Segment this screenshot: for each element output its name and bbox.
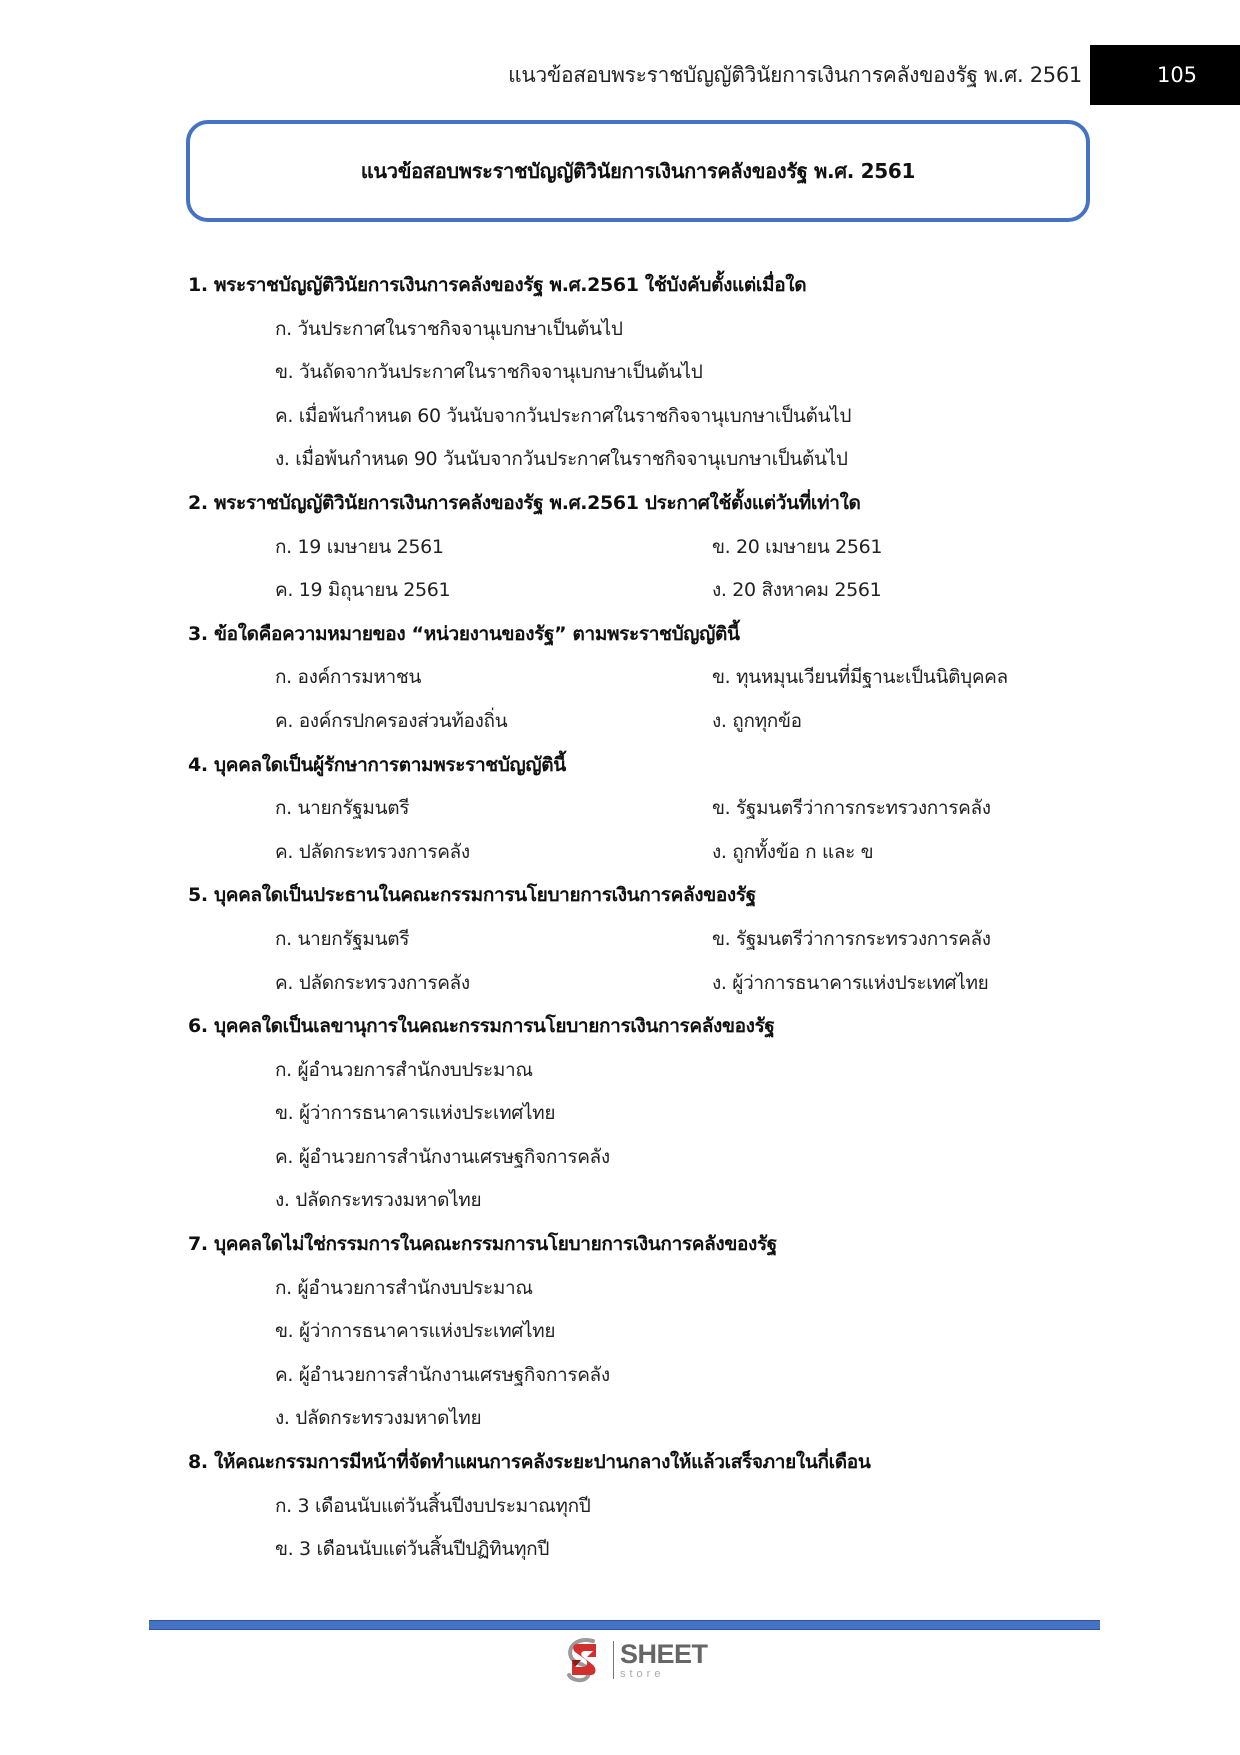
page-title: แนวข้อสอบพระราชบัญญัติวินัยการเงินการคลังของรัฐ พ.ศ. 2561 (360, 159, 916, 183)
option-list (188, 918, 1088, 1005)
option-c[interactable]: ค. ปลัดกระทรวงการคลัง (275, 971, 470, 994)
title-box (186, 120, 1090, 222)
option-c[interactable]: ค. ปลัดกระทรวงการคลัง (275, 840, 470, 863)
sheet-store-s-icon (563, 1637, 607, 1683)
running-header-title: แนวข้อสอบพระราชบัญญัติวินัยการเงินการคลังของรัฐ พ.ศ. 2561 (508, 63, 1082, 87)
option-d[interactable]: ง. เมื่อพ้นกำหนด 90 วันนับจากวันประกาศในราชกิจจานุเบกษาเป็นต้นไป (275, 448, 848, 471)
question-7 (188, 1223, 1088, 1441)
question-1 (188, 264, 1088, 482)
option-c[interactable]: ค. องค์กรปกครองส่วนท้องถิ่น (275, 709, 508, 732)
question-5 (188, 874, 1088, 1005)
question-6 (188, 1005, 1088, 1223)
option-a[interactable]: ก. นายกรัฐมนตรี (275, 927, 410, 950)
question-list (188, 264, 1088, 1572)
option-c[interactable]: ค. ผู้อำนวยการสำนักงานเศรษฐกิจการคลัง (275, 1145, 610, 1168)
page-number: 105 (1156, 63, 1198, 87)
option-a[interactable]: ก. ผู้อำนวยการสำนักงบประมาณ (275, 1276, 533, 1299)
logo-subword: store (620, 1667, 665, 1680)
option-b[interactable]: ข. รัฐมนตรีว่าการกระทรวงการคลัง (712, 797, 991, 820)
question-stem: 4. บุคคลใดเป็นผู้รักษาการตามพระราชบัญญัตินี้ (188, 753, 566, 776)
question-stem: 1. พระราชบัญญัติวินัยการเงินการคลังของรัฐ พ.ศ.2561 ใช้บังคับตั้งแต่เมื่อใด (188, 274, 807, 296)
option-a[interactable]: ก. 19 เมษายน 2561 (275, 535, 444, 558)
page-number-box (1090, 45, 1240, 105)
option-list (188, 1049, 1088, 1223)
question-3 (188, 613, 1088, 744)
question-stem: 3. ข้อใดคือความหมายของ “หน่วยงานของรัฐ” ตามพระราชบัญญัตินี้ (188, 622, 740, 645)
logo-divider (613, 1641, 614, 1679)
option-c[interactable]: ค. ผู้อำนวยการสำนักงานเศรษฐกิจการคลัง (275, 1363, 610, 1386)
option-d[interactable]: ง. ถูกทั้งข้อ ก และ ข (712, 840, 874, 863)
option-d[interactable]: ง. ปลัดกระทรวงมหาดไทย (275, 1407, 482, 1430)
option-d[interactable]: ง. ปลัดกระทรวงมหาดไทย (275, 1189, 482, 1212)
option-b[interactable]: ข. 20 เมษายน 2561 (712, 535, 883, 558)
option-c[interactable]: ค. 19 มิถุนายน 2561 (275, 579, 451, 602)
question-stem: 6. บุคคลใดเป็นเลขานุการในคณะกรรมการนโยบายการเงินการคลังของรัฐ (188, 1015, 775, 1038)
option-list (188, 1267, 1088, 1441)
option-list (188, 308, 1088, 482)
option-a[interactable]: ก. 3 เดือนนับแต่วันสิ้นปีงบประมาณทุกปี (275, 1494, 591, 1517)
option-b[interactable]: ข. รัฐมนตรีว่าการกระทรวงการคลัง (712, 927, 991, 950)
sheet-store-logo (563, 1636, 708, 1684)
option-b[interactable]: ข. วันถัดจากวันประกาศในราชกิจจานุเบกษาเป็นต้นไป (275, 361, 703, 384)
option-b[interactable]: ข. 3 เดือนนับแต่วันสิ้นปีปฏิทินทุกปี (275, 1538, 550, 1561)
option-a[interactable]: ก. องค์การมหาชน (275, 666, 422, 689)
option-a[interactable]: ก. ผู้อำนวยการสำนักงบประมาณ (275, 1058, 533, 1081)
option-c[interactable]: ค. เมื่อพ้นกำหนด 60 วันนับจากวันประกาศในราชกิจจานุเบกษาเป็นต้นไป (275, 404, 852, 427)
option-d[interactable]: ง. ถูกทุกข้อ (712, 709, 802, 732)
question-stem: 5. บุคคลใดเป็นประธานในคณะกรรมการนโยบายการเงินการคลังของรัฐ (188, 884, 756, 907)
option-list (188, 526, 1088, 613)
option-d[interactable]: ง. ผู้ว่าการธนาคารแห่งประเทศไทย (712, 971, 989, 994)
option-b[interactable]: ข. ผู้ว่าการธนาคารแห่งประเทศไทย (275, 1102, 556, 1125)
question-4 (188, 744, 1088, 875)
option-b[interactable]: ข. ผู้ว่าการธนาคารแห่งประเทศไทย (275, 1320, 556, 1343)
question-stem: 7. บุคคลใดไม่ใช่กรรมการในคณะกรรมการนโยบายการเงินการคลังของรัฐ (188, 1233, 777, 1256)
option-list (188, 1485, 1088, 1572)
footer-divider (149, 1620, 1100, 1630)
logo-wordmark (620, 1638, 708, 1680)
option-a[interactable]: ก. นายกรัฐมนตรี (275, 797, 410, 820)
option-list (188, 656, 1088, 743)
option-a[interactable]: ก. วันประกาศในราชกิจจานุเบกษาเป็นต้นไป (275, 317, 623, 340)
question-2 (188, 482, 1088, 613)
option-b[interactable]: ข. ทุนหมุนเวียนที่มีฐานะเป็นนิติบุคคล (712, 666, 1008, 689)
question-stem: 2. พระราชบัญญัติวินัยการเงินการคลังของรัฐ พ.ศ.2561 ประกาศใช้ตั้งแต่วันที่เท่าใด (188, 491, 861, 514)
option-list (188, 787, 1088, 874)
option-d[interactable]: ง. 20 สิงหาคม 2561 (712, 579, 882, 602)
question-8 (188, 1441, 1088, 1572)
question-stem: 8. ให้คณะกรรมการมีหน้าที่จัดทำแผนการคลังระยะปานกลางให้แล้วเสร็จภายในกี่เดือน (188, 1451, 871, 1474)
logo-word: SHEET (620, 1638, 708, 1669)
